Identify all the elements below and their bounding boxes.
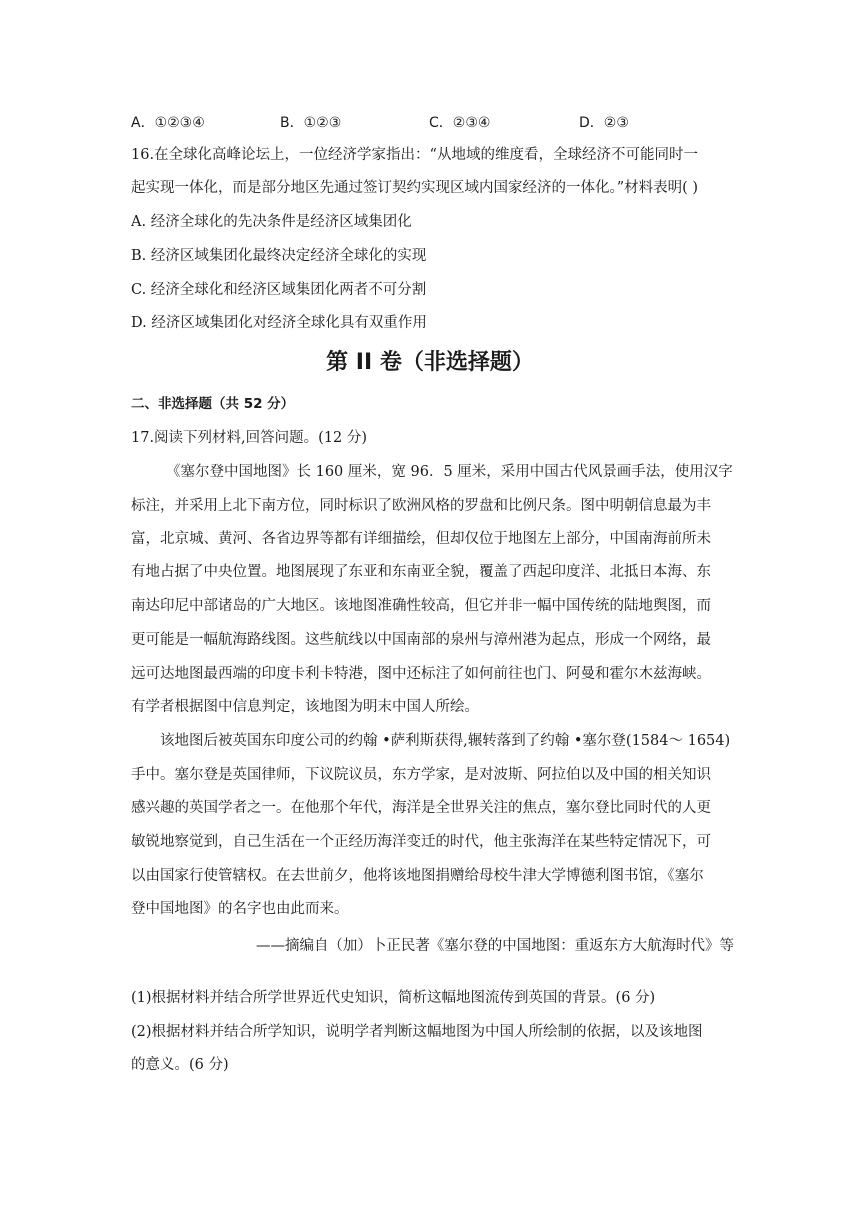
q15-option-d: D．②③ xyxy=(579,115,629,131)
q17-subquestion-1: (1)根据材料并结合所学世界近代史知识，简析这幅地图流传到英国的背景。(6 分) xyxy=(131,990,656,1006)
q17-material-para2-line: 敏锐地察觉到，自己生活在一个正经历海洋变迁的时代，他主张海洋在某些特定情况下，可 xyxy=(131,834,711,850)
q17-material-para2-line: 以由国家行使管辖权。在去世前夕，他将该地图捐赠给母校牛津大学博德利图书馆，《塞尔 xyxy=(131,868,704,884)
q17-material-para1-line: 富，北京城、黄河、各省边界等都有详细描绘，但却仅位于地图左上部分，中国南海前所未 xyxy=(131,531,711,547)
q16-option-b: B. 经济区域集团化最终决定经济全球化的实现 xyxy=(131,248,427,264)
q17-material-para2-line: 登中国地图》的名字也由此而来。 xyxy=(131,901,349,917)
q15-option-a: A．①②③④ xyxy=(131,115,205,131)
q17-subquestion-2-line-1: (2)根据材料并结合所学知识，说明学者判断这幅地图为中国人所绘制的依据，以及该地图 xyxy=(131,1024,703,1040)
q17-material-para1-line: 《塞尔登中国地图》长 160 厘米，宽 96．5 厘米，采用中国古代风景画手法，使用汉字 xyxy=(166,464,733,480)
section-title: 第 II 卷（非选择题） xyxy=(326,350,534,375)
section-subtitle: 二、非选择题（共 52 分） xyxy=(131,396,295,412)
q15-option-b: B．①②③ xyxy=(280,115,342,131)
q17-stem: 17.阅读下列材料,回答问题。(12 分) xyxy=(131,430,368,446)
q17-material-para1-line: 远可达地图最西端的印度卡利卡特港，图中还标注了如何前往也门、阿曼和霍尔木兹海峡。 xyxy=(131,666,711,682)
q17-material-para1-line: 南达印尼中部诸岛的广大地区。该地图准确性较高，但它并非一幅中国传统的陆地舆图，而 xyxy=(131,598,711,614)
q17-material-para1-line: 更可能是一幅航海路线图。这些航线以中国南部的泉州与漳州港为起点，形成一个网络，最 xyxy=(131,632,711,648)
q15-option-c: C．②③④ xyxy=(429,115,491,131)
q16-option-a: A. 经济全球化的先决条件是经济区域集团化 xyxy=(131,214,412,230)
q16-option-d: D. 经济区域集团化对经济全球化具有双重作用 xyxy=(131,315,427,331)
q17-subquestion-2-line-2: 的意义。(6 分) xyxy=(131,1057,229,1073)
q17-material-para1-line: 标注，并采用上北下南方位，同时标识了欧洲风格的罗盘和比例尺条。图中明朝信息最为丰 xyxy=(131,498,711,514)
q16-option-c: C. 经济全球化和经济区域集团化两者不可分割 xyxy=(131,282,427,298)
q17-material-para2-line: 该地图后被英国东印度公司的约翰 •萨利斯获得,辗转落到了约翰 •塞尔登(1584～ 1654) xyxy=(160,733,731,749)
q17-material-para2-line: 感兴趣的英国学者之一。在他那个年代，海洋是全世界关注的焦点，塞尔登比同时代的人更 xyxy=(131,800,711,816)
q17-material-para1-line: 有学者根据图中信息判定，该地图为明末中国人所绘。 xyxy=(131,699,479,715)
q17-material-para2-line: 手中。塞尔登是英国律师，下议院议员，东方学家，是对波斯、阿拉伯以及中国的相关知识 xyxy=(131,767,711,783)
q16-stem-line-1: 16.在全球化高峰论坛上，一位经济学家指出：“从地域的维度看，全球经济不可能同时一 xyxy=(131,147,698,163)
q17-material-para1-line: 有地占据了中央位置。地图展现了东亚和东南亚全貌，覆盖了西起印度洋、北抵日本海、东 xyxy=(131,564,711,580)
q15-options xyxy=(131,112,731,134)
q16-stem-line-2: 起实现一体化，而是部分地区先通过签订契约实现区域内国家经济的一体化。”材料表明( ) xyxy=(131,180,699,196)
q17-source-attribution: ——摘编自（加）卜正民著《塞尔登的中国地图：重返东方大航海时代》等 xyxy=(256,938,735,954)
